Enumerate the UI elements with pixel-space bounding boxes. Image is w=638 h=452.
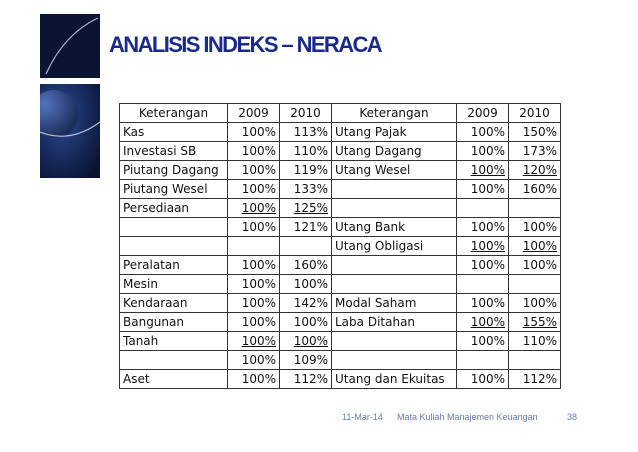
cell-text: 100% (241, 277, 276, 291)
table-cell-right-label (332, 199, 457, 218)
table-header-row (120, 104, 561, 123)
cell-text: Utang Bank (335, 220, 406, 234)
cell-text: 100% (293, 277, 328, 291)
table-cell-right-2009 (457, 180, 509, 199)
table-cell-left-label (120, 218, 228, 237)
cell-text: 119% (293, 163, 328, 177)
footer-course: Mata Kuliah Manajemen Keuangan (397, 412, 538, 422)
header-cell: 2009 (457, 104, 509, 123)
table-cell-left-label (120, 123, 228, 142)
table-cell-left-2010 (280, 180, 332, 199)
table-cell-left-label (120, 351, 228, 370)
table-cell-right-2010 (509, 218, 561, 237)
table-cell-left-2009 (228, 199, 280, 218)
table-cell-right-2010 (509, 161, 561, 180)
cell-text: 173% (522, 144, 557, 158)
table-row (120, 218, 561, 237)
table-cell-right-2010 (509, 351, 561, 370)
cell-text: 100% (470, 163, 505, 177)
table-cell-left-label (120, 313, 228, 332)
table-cell-left-2010 (280, 142, 332, 161)
table-cell-right-label (332, 237, 457, 256)
cell-text: 100% (241, 372, 276, 386)
table-cell-left-2010 (280, 161, 332, 180)
cell-text: Utang dan Ekuitas (335, 372, 445, 386)
table-cell-left-2010 (280, 313, 332, 332)
table-cell-left-label (120, 275, 228, 294)
table-cell-right-2009 (457, 218, 509, 237)
table-cell-right-label (332, 332, 457, 351)
cell-text: Peralatan (123, 258, 180, 272)
cell-text: 100% (241, 334, 276, 348)
table-cell-left-label (120, 180, 228, 199)
table-cell-left-2010 (280, 199, 332, 218)
cell-text: Bangunan (123, 315, 184, 329)
cell-text: 100% (470, 315, 505, 329)
table-cell-left-2009 (228, 256, 280, 275)
cell-text: 142% (293, 296, 328, 310)
table-cell-right-2010 (509, 256, 561, 275)
table-cell-right-2009 (457, 275, 509, 294)
table-cell-left-label (120, 370, 228, 389)
table-row (120, 275, 561, 294)
table-cell-right-2009 (457, 161, 509, 180)
table-cell-right-2010 (509, 275, 561, 294)
cell-text: Kendaraan (123, 296, 188, 310)
table-cell-left-2010 (280, 370, 332, 389)
footer-page-number: 38 (567, 412, 578, 422)
table-row (120, 161, 561, 180)
cell-text: 100% (293, 315, 328, 329)
cell-text: 133% (293, 182, 328, 196)
table-cell-right-2010 (509, 123, 561, 142)
table-cell-left-2009 (228, 161, 280, 180)
cell-text: 109% (293, 353, 328, 367)
cell-text: 100% (241, 258, 276, 272)
balance-sheet-index-table (119, 103, 561, 389)
table-row (120, 332, 561, 351)
cell-text: 100% (241, 220, 276, 234)
table-cell-right-2009 (457, 351, 509, 370)
cell-text: 112% (522, 372, 557, 386)
footer-date: 11-Mar-14 (342, 412, 383, 422)
table-cell-left-2010 (280, 123, 332, 142)
cell-text: 100% (241, 201, 276, 215)
table-cell-left-2010 (280, 275, 332, 294)
table-cell-left-label (120, 199, 228, 218)
cell-text: Mesin (123, 277, 158, 291)
cell-text: 100% (470, 144, 505, 158)
table-cell-left-label (120, 256, 228, 275)
cell-text: Utang Wesel (335, 163, 411, 177)
cell-text: Utang Obligasi (335, 239, 424, 253)
table-cell-left-2010 (280, 332, 332, 351)
table-cell-right-2009 (457, 237, 509, 256)
table-cell-right-label (332, 142, 457, 161)
cell-text: 100% (241, 353, 276, 367)
cell-text: 100% (241, 315, 276, 329)
table-cell-left-2009 (228, 237, 280, 256)
cell-text: 100% (241, 163, 276, 177)
cell-text: 112% (293, 372, 328, 386)
cell-text: Piutang Wesel (123, 182, 208, 196)
slide-decoration (40, 14, 100, 178)
table-cell-left-2009 (228, 123, 280, 142)
table-cell-left-2009 (228, 294, 280, 313)
table-cell-right-label (332, 294, 457, 313)
cell-text: 100% (522, 258, 557, 272)
table-cell-right-2009 (457, 142, 509, 161)
header-cell: 2009 (228, 104, 280, 123)
table-cell-left-2010 (280, 351, 332, 370)
table-cell-right-2010 (509, 237, 561, 256)
cell-text: 100% (470, 258, 505, 272)
table-cell-left-2009 (228, 313, 280, 332)
slide-title: ANALISIS INDEKS – NERACA (109, 32, 382, 57)
cell-text: 100% (522, 220, 557, 234)
cell-text: 125% (293, 201, 328, 215)
cell-text: 100% (522, 296, 557, 310)
cell-text: 100% (470, 239, 505, 253)
table-row (120, 294, 561, 313)
table-cell-right-2009 (457, 256, 509, 275)
cell-text: Persediaan (123, 201, 190, 215)
cell-text: 100% (470, 296, 505, 310)
cell-text: 100% (470, 220, 505, 234)
cell-text: 100% (241, 125, 276, 139)
cell-text: Piutang Dagang (123, 163, 219, 177)
cell-text: 100% (241, 144, 276, 158)
table-cell-right-label (332, 180, 457, 199)
cell-text: Kas (123, 125, 145, 139)
table-cell-left-2009 (228, 218, 280, 237)
cell-text: 100% (293, 334, 328, 348)
table-cell-right-label (332, 123, 457, 142)
table-row (120, 123, 561, 142)
table-cell-right-label (332, 313, 457, 332)
table-row (120, 180, 561, 199)
table-row (120, 237, 561, 256)
table-cell-right-2010 (509, 180, 561, 199)
table-cell-left-2009 (228, 180, 280, 199)
cell-text: Laba Ditahan (335, 315, 416, 329)
cell-text: 120% (522, 163, 557, 177)
cell-text: Utang Pajak (335, 125, 407, 139)
table-cell-right-2009 (457, 370, 509, 389)
table-row (120, 199, 561, 218)
cell-text: 160% (293, 258, 328, 272)
table-row (120, 313, 561, 332)
cell-text: 155% (522, 315, 557, 329)
table-cell-left-label (120, 332, 228, 351)
cell-text: Modal Saham (335, 296, 417, 310)
table-cell-left-label (120, 142, 228, 161)
table-cell-right-label (332, 370, 457, 389)
table-row (120, 370, 561, 389)
table-cell-right-label (332, 256, 457, 275)
cell-text: 160% (522, 182, 557, 196)
header-cell: 2010 (509, 104, 561, 123)
table-cell-left-label (120, 237, 228, 256)
table-cell-right-2009 (457, 123, 509, 142)
table-cell-right-label (332, 161, 457, 180)
cell-text: 110% (293, 144, 328, 158)
cell-text: Aset (123, 372, 150, 386)
table-cell-right-2010 (509, 142, 561, 161)
table-cell-right-2009 (457, 332, 509, 351)
table-cell-left-2009 (228, 370, 280, 389)
cell-text: 100% (241, 296, 276, 310)
table-row (120, 351, 561, 370)
table-cell-right-label (332, 275, 457, 294)
table-cell-right-2009 (457, 199, 509, 218)
cell-text: 121% (293, 220, 328, 234)
cell-text: Tanah (123, 334, 159, 348)
cell-text: 150% (522, 125, 557, 139)
cell-text: 100% (470, 334, 505, 348)
table-row (120, 142, 561, 161)
table-row (120, 256, 561, 275)
table-cell-left-2009 (228, 351, 280, 370)
table-cell-left-2010 (280, 294, 332, 313)
table-cell-left-label (120, 294, 228, 313)
cell-text: 100% (470, 182, 505, 196)
cell-text: Investasi SB (123, 144, 197, 158)
header-cell: Keterangan (332, 104, 457, 123)
table-cell-right-2010 (509, 370, 561, 389)
cell-text: 100% (241, 182, 276, 196)
table-cell-right-label (332, 351, 457, 370)
cell-text: 110% (522, 334, 557, 348)
table-cell-left-2009 (228, 142, 280, 161)
cell-text: 113% (293, 125, 328, 139)
table-cell-right-2010 (509, 294, 561, 313)
cell-text: Utang Dagang (335, 144, 422, 158)
table-cell-right-label (332, 218, 457, 237)
table-cell-right-2009 (457, 294, 509, 313)
table-cell-right-2010 (509, 199, 561, 218)
table-cell-right-2010 (509, 332, 561, 351)
header-cell: Keterangan (120, 104, 228, 123)
cell-text: 100% (470, 372, 505, 386)
table-cell-right-2010 (509, 313, 561, 332)
table-cell-left-label (120, 161, 228, 180)
header-cell: 2010 (280, 104, 332, 123)
table-cell-left-2010 (280, 256, 332, 275)
table-cell-left-2010 (280, 218, 332, 237)
table-cell-left-2009 (228, 332, 280, 351)
cell-text: 100% (470, 125, 505, 139)
table-cell-right-2009 (457, 313, 509, 332)
table-cell-left-2009 (228, 275, 280, 294)
table-cell-left-2010 (280, 237, 332, 256)
cell-text: 100% (522, 239, 557, 253)
